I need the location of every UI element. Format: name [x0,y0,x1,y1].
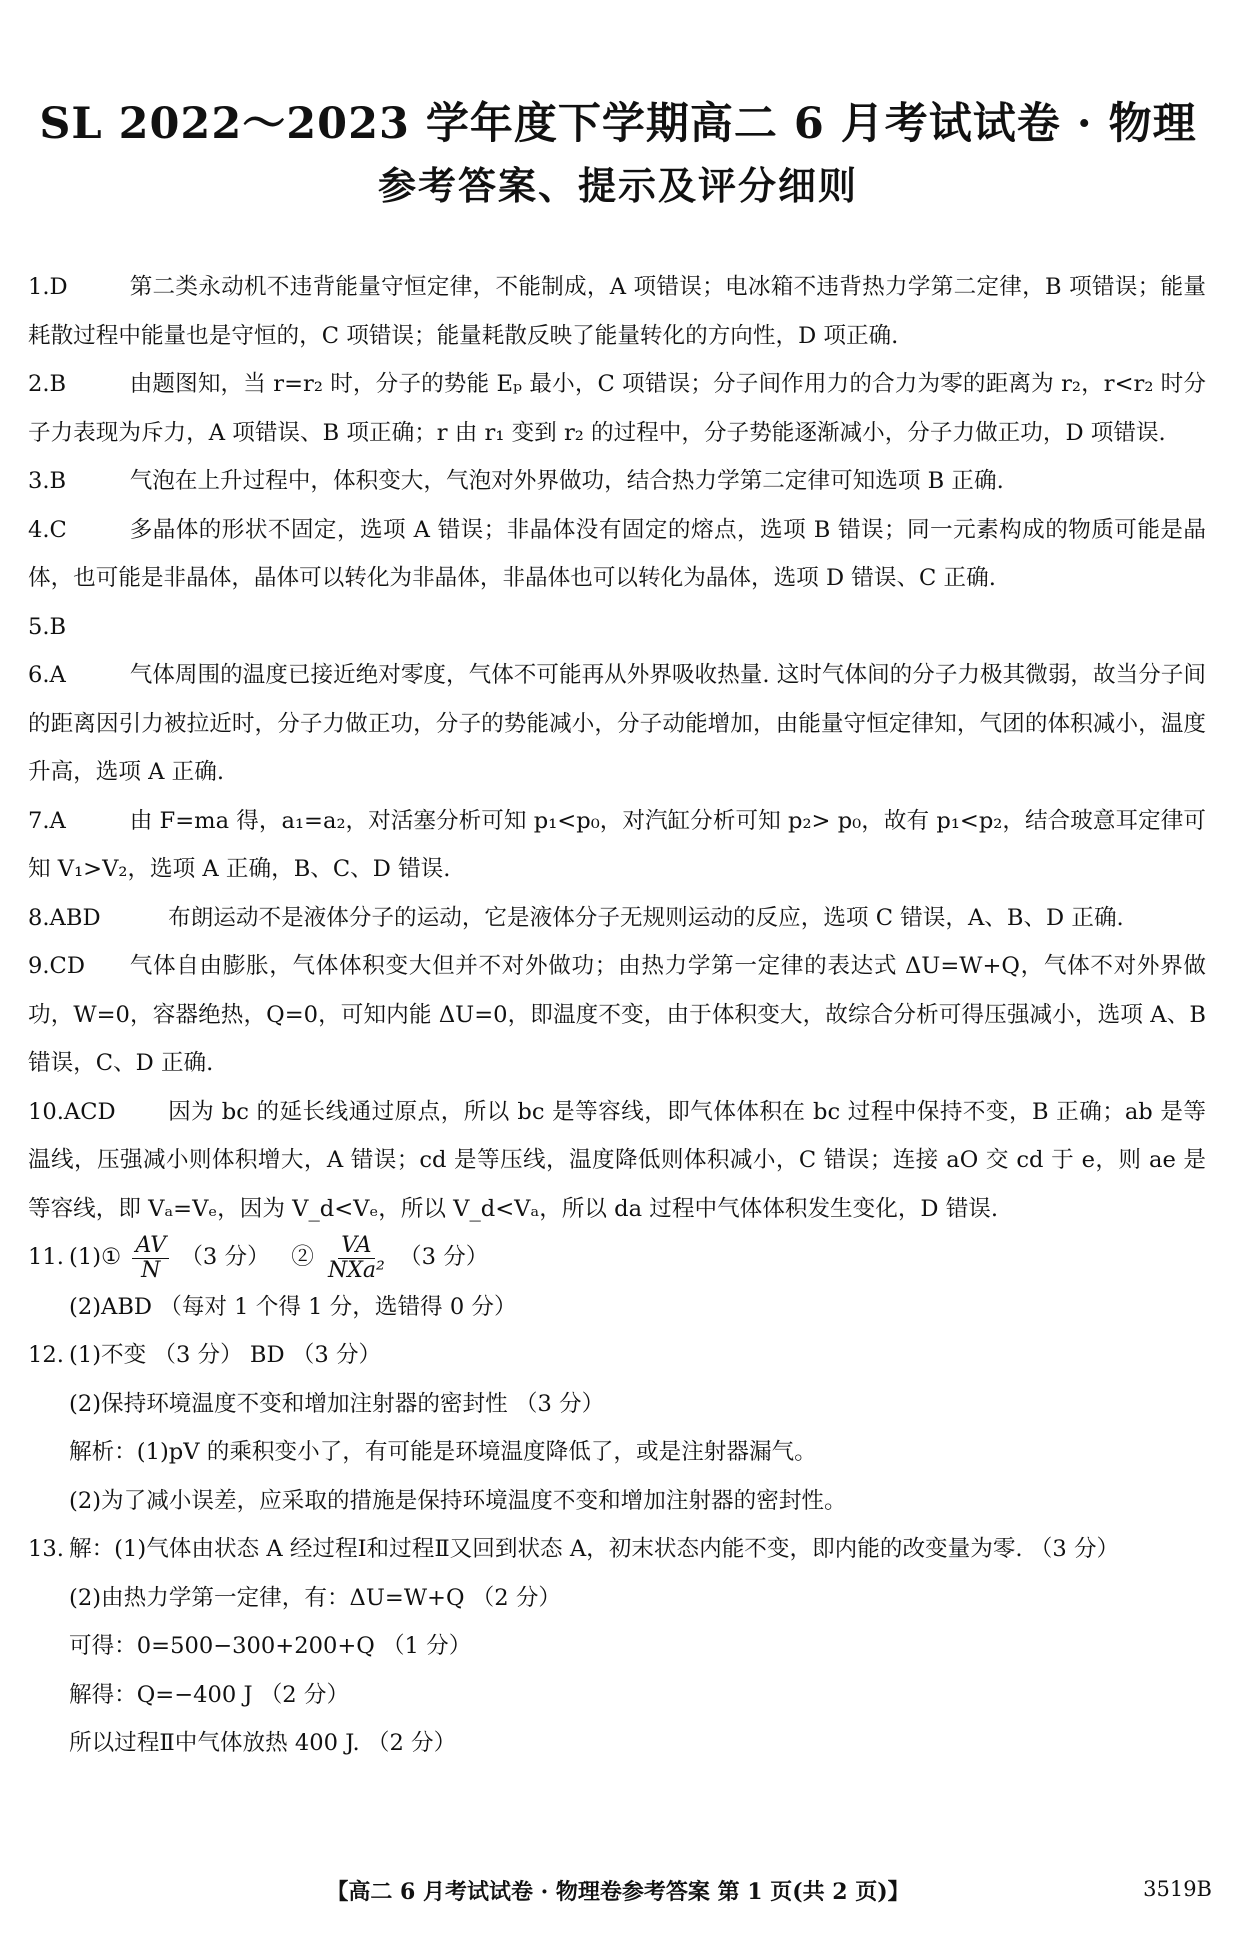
answer-explanation: 气泡在上升过程中，体积变大，气泡对外界做功，结合热力学第二定律可知选项 B 正确. [129,468,1004,494]
answer-line: (2)ABD （每对 1 个得 1 分，选错得 0 分） [69,1293,517,1320]
answer-explanation: 因为 bc 的延长线通过原点，所以 bc 是等容线，即气体体积在 bc 过程中保持不变，B 正确；ab 是等温线，压强减小则体积增大，A 错误；cd 是等压线，温度降低则体积减小，C 错误；连接 aO 交 cd 于 e，则 ae 是等容线，即 Vₐ=Vₑ，因为 V_d<Vₑ，所以 V_d<Vₐ，所以 da 过程中气体体积发生变化，D 错误. [28,1098,1206,1222]
answer-explanation [28,603,1206,652]
answer-item-1 [28,263,1206,360]
fraction-denominator: NXa² [328,1257,385,1283]
answer-line: 可得：0=500−300+200+Q （1 分） [69,1633,472,1659]
fraction-va-over-nxa2 [325,1234,388,1283]
answer-item-5 [28,603,1206,652]
answer-explanation: 第二类永动机不违背能量守恒定律，不能制成，A 项错误；电冰箱不违背热力学第二定律，B 项错误；能量耗散过程中能量也是守恒的，C 项错误；能量耗散反映了能量转化的方向性，D 项正确. [28,274,1206,349]
answer-line: 解：(1)气体由状态 A 经过程Ⅰ和过程Ⅱ又回到状态 A，初末状态内能不变，即内能的改变量为零. （3 分） [69,1536,1120,1562]
fraction-numerator: AV [132,1234,169,1259]
answer-line: 解得：Q=−400 J （2 分） [69,1681,350,1708]
answer-number: 2.B [28,371,67,397]
fraction-denominator: N [141,1257,161,1283]
part-label: ② [291,1244,314,1270]
page-footer: 【高二 6 月考试试卷 · 物理卷参考答案 第 1 页(共 2 页)】 [326,1879,910,1905]
page-subtitle: 参考答案、提示及评分细则 [377,163,858,208]
answer-item-4 [28,506,1206,603]
answer-explanation: 由 F=ma 得，a₁=a₂，对活塞分析可知 p₁<p₀，对汽缸分析可知 p₂> p₀，故有 p₁<p₂，结合玻意耳定律可知 V₁>V₂，选项 A 正确，B、C、D 错误. [28,807,1206,882]
answer-item-13 [28,1525,1206,1768]
answer-number: 12. [28,1342,64,1368]
answer-explanation: 气体周围的温度已接近绝对零度，气体不可能再从外界吸收热量. 这时气体间的分子力极其微弱，故当分子间的距离因引力被拉近时，分子力做正功，分子的势能减小，分子动能增加，由能量守恒定律知，气团的体积减小，温度升高，选项 A 正确. [28,662,1206,785]
answer-number: 8.ABD [28,904,101,931]
answer-number: 9.CD [28,953,85,979]
answer-item-9 [28,942,1206,1088]
answer-line: 所以过程Ⅱ中气体放热 400 J. （2 分） [69,1730,457,1756]
answer-item-10 [28,1088,1206,1234]
fraction-numerator: VA [338,1234,374,1259]
answer-line: (2)由热力学第一定律，有：ΔU=W+Q （2 分） [69,1584,562,1611]
part-label: (1)① [69,1244,122,1270]
score-note: （3 分） [399,1244,489,1270]
answer-line: (2)保持环境温度不变和增加注射器的密封性 （3 分） [69,1390,605,1417]
score-note: （3 分） [180,1244,270,1270]
answer-number: 7.A [28,807,66,834]
answer-line: (1)不变 （3 分） BD （3 分） [69,1342,382,1368]
answer-item-6 [28,651,1206,797]
answer-number: 13. [28,1536,64,1562]
answer-explanation: 由题图知，当 r=r₂ 时，分子的势能 Eₚ 最小，C 项错误；分子间作用力的合力为零的距离为 r₂，r<r₂ 时分子力表现为斥力，A 项错误、B 项正确；r 由 r₁ 变到 r₂ 的过程中，分子势能逐渐减小，分子力做正功，D 项错误. [28,371,1206,446]
answer-item-3 [28,457,1206,506]
answer-number: 1.D [28,274,68,300]
answer-item-8 [28,894,1206,943]
fraction-av-over-n [132,1234,169,1283]
answer-explanation: 气体自由膨胀，气体体积变大但并不对外做功；由热力学第一定律的表达式 ΔU=W+Q，气体不对外界做功，W=0，容器绝热，Q=0，可知内能 ΔU=0，即温度不变，由于体积变大，故综合分析可得压强减小，选项 A、B 错误，C、D 正确. [28,953,1206,1076]
answer-item-11 [28,1233,1206,1331]
answer-number: 10.ACD [28,1098,116,1125]
answer-number: 11. [28,1244,64,1270]
answer-number: 3.B [28,468,67,494]
answer-number: 5.B [28,613,67,640]
answer-item-2 [28,360,1206,457]
paper-code: 3519B [1143,1877,1212,1901]
answer-line [28,1233,1206,1283]
answer-line: (2)为了减小误差，应采取的措施是保持环境温度不变和增加注射器的密封性。 [69,1487,847,1514]
answer-line: 解析：(1)pV 的乘积变小了，有可能是环境温度降低了，或是注射器漏气。 [69,1439,817,1465]
page-title: SL 2022～2023 学年度下学期高二 6 月考试试卷 · 物理 [39,99,1197,149]
answer-item-7 [28,797,1206,894]
mc-answer-list [28,263,1206,1233]
answer-number: 4.C [28,516,67,543]
answer-explanation: 多晶体的形状不固定，选项 A 错误；非晶体没有固定的熔点，选项 B 错误；同一元素构成的物质可能是晶体，也可能是非晶体，晶体可以转化为非晶体，非晶体也可以转化为晶体，选项 D 错误、C 正确. [28,516,1206,591]
answer-body [28,263,1206,1768]
answer-explanation: 布朗运动不是液体分子的运动，它是液体分子无规则运动的反应，选项 C 错误，A、B、D 正确. [168,904,1124,931]
answer-number: 6.A [28,662,66,688]
answer-item-12 [28,1331,1206,1525]
